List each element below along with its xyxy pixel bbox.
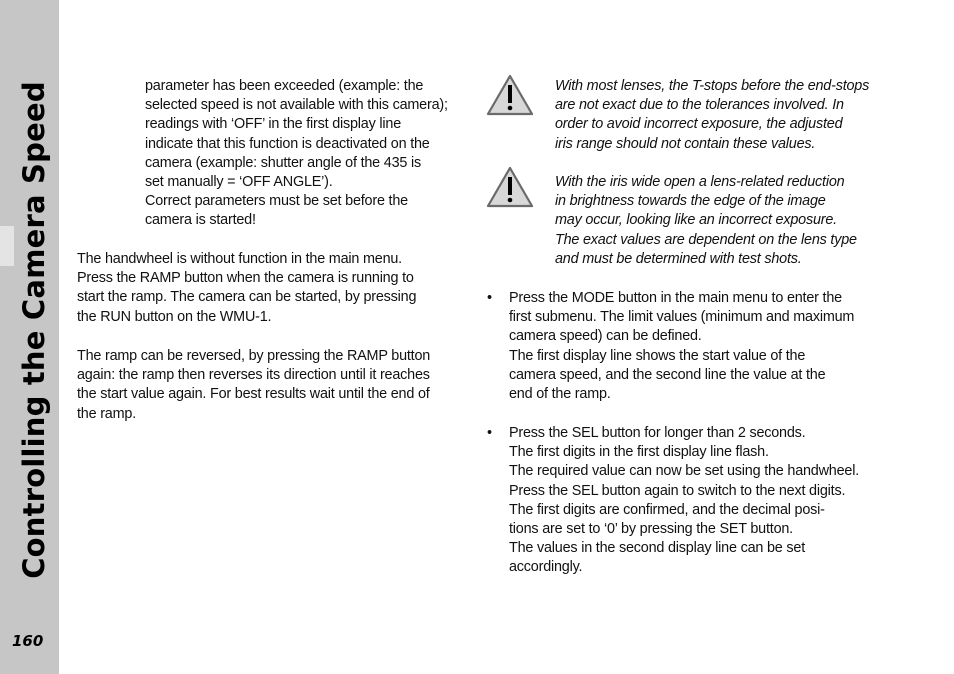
text-line: With most lenses, the T-stops before the end-stops: [555, 78, 870, 94]
text-line: The first digits are confirmed, and the decimal posi-: [509, 501, 825, 518]
text-line: the ramp.: [77, 405, 136, 422]
ramp-reverse-paragraph: [77, 347, 430, 424]
text-line: camera is started!: [145, 212, 256, 229]
text-line: The first display line shows the start value of the: [509, 347, 806, 364]
text-line: The required value can now be set using the handwheel.: [509, 463, 860, 480]
text-line: set manually = ‘OFF ANGLE’).: [145, 174, 333, 191]
text-line: Correct parameters must be set before the: [145, 193, 408, 210]
text-line: iris range should not contain these values.: [555, 135, 816, 152]
text-line: Press the SEL button again to switch to the next digits.: [509, 482, 846, 499]
chapter-title: Controlling the Camera Speed: [17, 81, 51, 579]
text-line: indicate that this function is deactivated on the: [145, 135, 430, 152]
text-line: With the iris wide open a lens-related reduction: [555, 174, 845, 190]
sidebar: [0, 0, 59, 674]
lens-tstop-warning: [555, 77, 869, 154]
text-line: and must be determined with test shots.: [555, 250, 802, 267]
text-line: Press the SEL button for longer than 2 seconds.: [509, 425, 806, 441]
text-line: selected speed is not available with this camera);: [145, 97, 448, 114]
bullet-marker: •: [487, 425, 493, 441]
text-line: in brightness towards the edge of the image: [555, 193, 826, 210]
text-line: The ramp can be reversed, by pressing the RAMP button: [77, 348, 431, 364]
text-line: the start value again. For best results wait until the end of: [77, 386, 430, 403]
text-line: The exact values are dependent on the lens type: [555, 231, 857, 248]
warning-triangle-icon: [486, 74, 534, 116]
text-line: The first digits in the first display line flash.: [509, 444, 769, 461]
text-line: Press the RAMP button when the camera is running to: [77, 270, 414, 287]
text-line: end of the ramp.: [509, 386, 611, 403]
text-line: first submenu. The limit values (minimum and maximum: [509, 309, 855, 326]
text-line: order to avoid incorrect exposure, the adjusted: [555, 116, 843, 133]
text-line: the RUN button on the WMU-1.: [77, 308, 272, 325]
text-line: camera (example: shutter angle of the 435 is: [145, 154, 421, 171]
indented-paragraph: [145, 77, 448, 231]
text-line: parameter has been exceeded (example: the: [145, 78, 424, 94]
text-line: tions are set to ‘0’ by pressing the SET button.: [509, 521, 793, 538]
text-line: accordingly.: [509, 559, 583, 576]
iris-brightness-warning: [555, 173, 857, 269]
text-line: Press the MODE button in the main menu to enter the: [509, 290, 842, 306]
text-line: are not exact due to the tolerances involved. In: [555, 97, 844, 114]
text-line: The values in the second display line can be set: [509, 540, 805, 557]
sel-button-instruction: [509, 424, 859, 578]
text-line: camera speed) can be defined.: [509, 328, 702, 345]
text-line: start the ramp. The camera can be started, by pressing: [77, 289, 417, 306]
text-line: again: the ramp then reverses its direction until it reaches: [77, 367, 430, 384]
page-number: 160: [12, 632, 44, 650]
text-line: camera speed, and the second line the value at the: [509, 366, 826, 383]
warning-triangle-icon: [486, 166, 534, 208]
sidebar-tab-marker: [0, 226, 14, 266]
text-line: may occur, looking like an incorrect exposure.: [555, 212, 837, 229]
mode-button-instruction: [509, 289, 854, 404]
text-line: The handwheel is without function in the main menu.: [77, 251, 402, 267]
text-line: readings with ‘OFF’ in the first display line: [145, 116, 401, 133]
bullet-marker: •: [487, 290, 493, 306]
handwheel-paragraph: [77, 250, 416, 327]
